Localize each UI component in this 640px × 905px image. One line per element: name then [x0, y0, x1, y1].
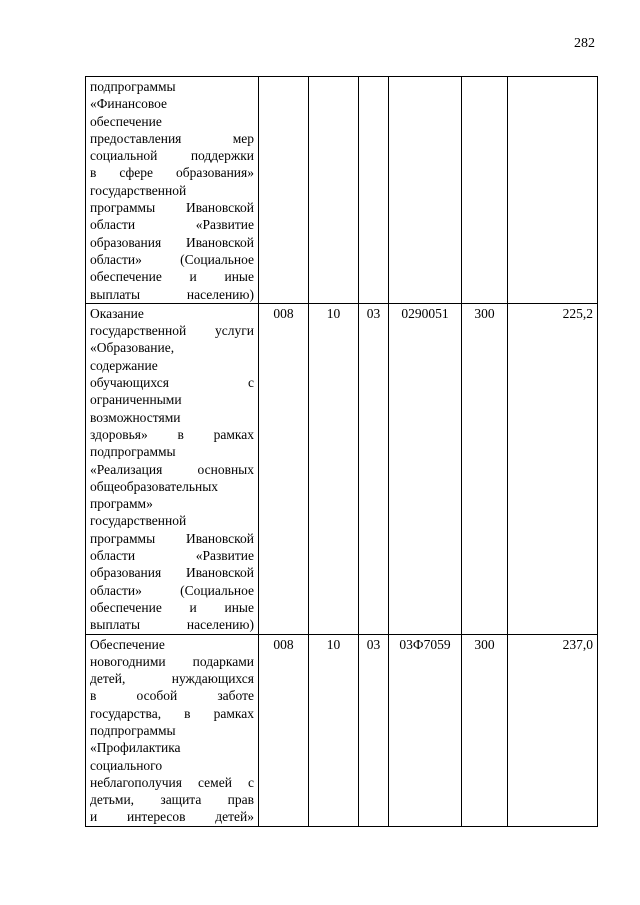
amount-value: 237,0 [508, 634, 598, 826]
description-line: обеспечение и иные [90, 599, 254, 615]
expense-type-code [462, 77, 508, 304]
description-line: детьми, защита прав [90, 792, 254, 808]
description-line: возможностями [90, 409, 181, 425]
description-line: подпрограммы [90, 444, 176, 460]
amount-value: 225,2 [508, 303, 598, 634]
description-line: области» (Социальное [90, 582, 254, 598]
description-line: ограниченными [90, 392, 182, 408]
description-line: обеспечение и иные [90, 269, 254, 285]
budget-table [85, 76, 598, 827]
subsection-code [359, 77, 389, 304]
description-line: области» (Социальное [90, 251, 254, 267]
description-line: подпрограммы [90, 79, 176, 94]
description-line: общеобразовательных [90, 478, 219, 494]
description-line: «Профилактика [90, 740, 181, 756]
description-line: программ» [90, 496, 153, 512]
table-row [86, 634, 598, 826]
description-line: «Финансовое [90, 96, 168, 112]
section-code: 10 [309, 303, 359, 634]
description-line: новогодними подарками [90, 653, 254, 669]
target-item-code [389, 77, 462, 304]
description-line: государственной [90, 182, 187, 198]
description-line: обучающихся с [90, 375, 254, 391]
description-line: в сфере образования» [90, 165, 254, 181]
amount-value [508, 77, 598, 304]
description-line: государственной [90, 513, 187, 529]
description-line: здоровья» в рамках [90, 426, 254, 442]
description-line: и интересов детей» [90, 809, 254, 825]
description-line: выплаты населению) [90, 617, 254, 633]
row-description [86, 303, 259, 634]
description-line: образования Ивановской [90, 565, 254, 581]
ministry-code: 008 [259, 634, 309, 826]
description-line: социальной поддержки [90, 148, 254, 164]
section-code [309, 77, 359, 304]
description-line: образования Ивановской [90, 234, 254, 250]
section-code: 10 [309, 634, 359, 826]
description-line: подпрограммы [90, 722, 176, 738]
description-line: предоставления мер [90, 130, 254, 146]
description-line: выплаты населению) [90, 286, 254, 302]
subsection-code: 03 [359, 634, 389, 826]
description-line: области «Развитие [90, 548, 254, 564]
target-item-code: 0290051 [389, 303, 462, 634]
description-line: обеспечение [90, 113, 162, 129]
description-line: Оказание [90, 305, 144, 321]
table-body [86, 77, 598, 827]
description-line: в особой заботе [90, 688, 254, 704]
description-line: «Реализация основных [90, 461, 254, 477]
table-row [86, 77, 598, 304]
description-line: государства, в рамках [90, 705, 254, 721]
description-line: области «Развитие [90, 217, 254, 233]
description-line: «Образование, [90, 340, 175, 356]
description-line: социального [90, 757, 163, 773]
description-line: детей, нуждающихся [90, 671, 254, 687]
target-item-code: 03Ф7059 [389, 634, 462, 826]
description-line: Обеспечение [90, 636, 165, 652]
description-line: содержание [90, 357, 158, 373]
expense-type-code: 300 [462, 303, 508, 634]
row-description [86, 77, 259, 304]
row-description [86, 634, 259, 826]
description-line: программы Ивановской [90, 200, 254, 216]
ministry-code [259, 77, 309, 304]
expense-type-code: 300 [462, 634, 508, 826]
page-number: 282 [574, 36, 595, 51]
subsection-code: 03 [359, 303, 389, 634]
table-row [86, 303, 598, 634]
description-line: государственной услуги [90, 323, 254, 339]
description-line: программы Ивановской [90, 530, 254, 546]
description-line: неблагополучия семей с [90, 774, 254, 790]
ministry-code: 008 [259, 303, 309, 634]
